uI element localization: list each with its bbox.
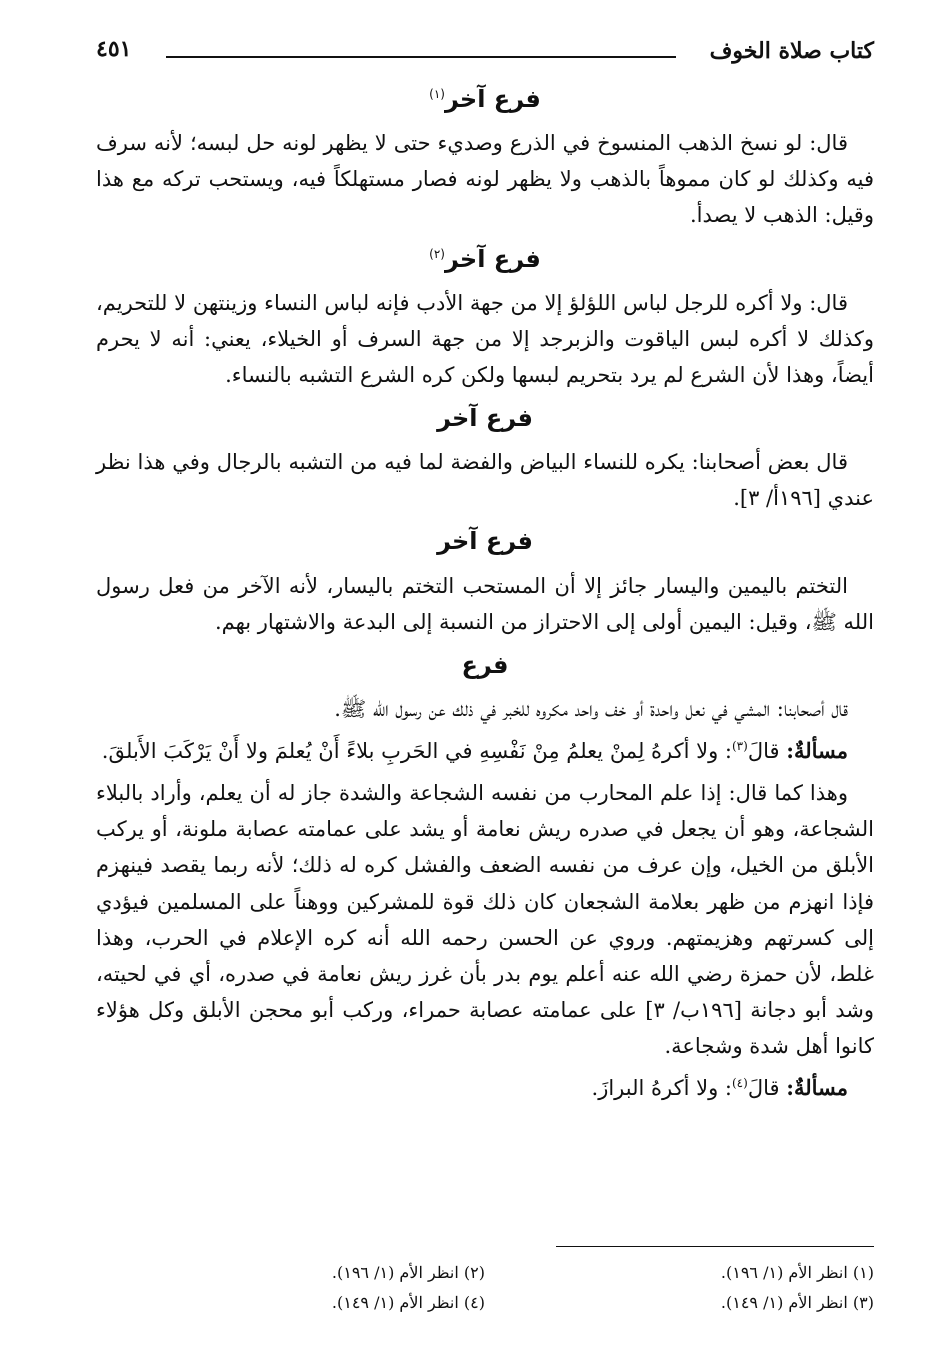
masala-label: مسألةٌ: xyxy=(786,1075,848,1101)
section-paragraph: قال أصحابنا: المشي في نعل واحدة أو خف واحد مكروه للخبر في ذلك عن رسول الله ﷺ. xyxy=(334,697,848,722)
masala-label: مسألةٌ: xyxy=(786,738,848,764)
book-title: كتاب صلاة الخوف xyxy=(709,38,874,64)
footnote-2: (٢) انظر الأم (١/ ١٩٦). xyxy=(331,1263,485,1282)
section-3 xyxy=(96,403,874,516)
footnote-1: (١) انظر الأم (١/ ١٩٦). xyxy=(720,1263,874,1282)
commentary-paragraph: وهذا كما قال: إذا علم المحارب من نفسه الشجاعة والشدة جاز له أن يعلم، وأراد بالبلاء الشجاعة، وهو أن يجعل في صدره ريش نعامة أو يشد على عمامته عصابة ملونة، أو يركب الأبلق من الخيل، وإن عرف من نفسه الضعف والفشل كره له ذلك؛ لأنه ربما يقصد فينهزم فإذا انهزم من ظهر بعلامة الشجعان كان ذلك قوة للمشركين ووهناً على المسلمين فيؤدي إلى كسرتهم وهزيمتهم. وروي عن الحسن رحمه الله أنه كره الإعلام في الحرب، وهذا غلط، لأن حمزة رضي الله عنه أعلم يوم بدر بأن غرز ريش نعامة في صدره، أي في لحيته، وشد أبو دجانة [١٩٦ب/ ٣] على عمامته عصابة حمراء، وركب أبو محجن الأبلق وكل هؤلاء كانوا أهل شدة وشجاعة. xyxy=(96,781,875,1059)
footnote-ref: (٤) xyxy=(731,1076,748,1091)
section-paragraph: قال بعض أصحابنا: يكره للنساء البياض والفضة لما فيه من التشبه بالرجال وفي هذا نظر عندي [١٩٦أ/ ٣]. xyxy=(96,450,874,511)
header-rule xyxy=(166,56,676,58)
section-heading: فرع آخر xyxy=(437,404,533,433)
running-header xyxy=(96,30,874,74)
footnote-ref: (٣) xyxy=(731,739,748,754)
section-4 xyxy=(96,526,874,639)
section-paragraph: قال: لو نسخ الذهب المنسوخ في الذرع وصديء حتى لا يظهر لونه حل لبسه؛ لأنه سرف فيه وكذلك لو كان مموهاً بالذهب ولا يظهر لونه فصار مستهلكاً فيه، ويستحب تركه مع هذا وقيل: الذهب لا يصدأ. xyxy=(96,131,874,228)
section-heading: فرع آخر$^{(٢)}$ xyxy=(429,244,541,273)
section-paragraph: التختم باليمين واليسار جائز إلا أن المستحب التختم باليسار، لأنه الآخر من فعل رسول الله ﷺ، وقيل: اليمين أولى إلى الاحتراز من النسبة إلى البدعة والاشتهار بهم. xyxy=(96,573,874,634)
section-heading: فرع آخر$^{(١)}$ xyxy=(429,85,541,113)
footnote-3: (٣) انظر الأم (١/ ١٤٩). xyxy=(720,1293,874,1312)
section-2 xyxy=(96,244,874,394)
section-heading: فرع آخر xyxy=(437,527,533,556)
page-number: ٤٥١ xyxy=(96,36,132,62)
masala-1: مسألةٌ: قالَ$^{(٣)}$: ولا أكرهُ لِمنْ يعلمُ مِنْ نَفْسِهِ في الحَربِ بلاءً أَنْ يُعلمَ ولا أَنْ يَرْكَبَ الأَبلقَ. xyxy=(101,738,848,764)
footnote-ref: (٢) xyxy=(429,246,445,261)
section-5 xyxy=(96,650,874,727)
section-1 xyxy=(96,84,874,234)
section-paragraph: قال: ولا أكره للرجل لباس اللؤلؤ إلا من جهة الأدب فإنه لباس النساء وزينتهن لا للتحريم، وكذلك لا أكره لبس الياقوت والزبرجد إلا من جهة السرف أو الخيلاء، يعني: أنه لا يحرم أيضاً، وهذا لأن الشرع لم يرد بتحريم لبسها ولكن كره الشرع التشبه بالنساء. xyxy=(96,290,874,387)
footnote-4: (٤) انظر الأم (١/ ١٤٩). xyxy=(331,1293,485,1312)
footnote-ref: (١) xyxy=(429,87,445,101)
masala-2: مسألةٌ: قالَ$^{(٤)}$: ولا أكرهُ البرازَ. xyxy=(591,1075,848,1101)
section-heading: فرع xyxy=(461,650,509,679)
footnotes xyxy=(96,1246,874,1315)
page-body xyxy=(96,30,874,1112)
footnote-rule xyxy=(556,1246,874,1247)
